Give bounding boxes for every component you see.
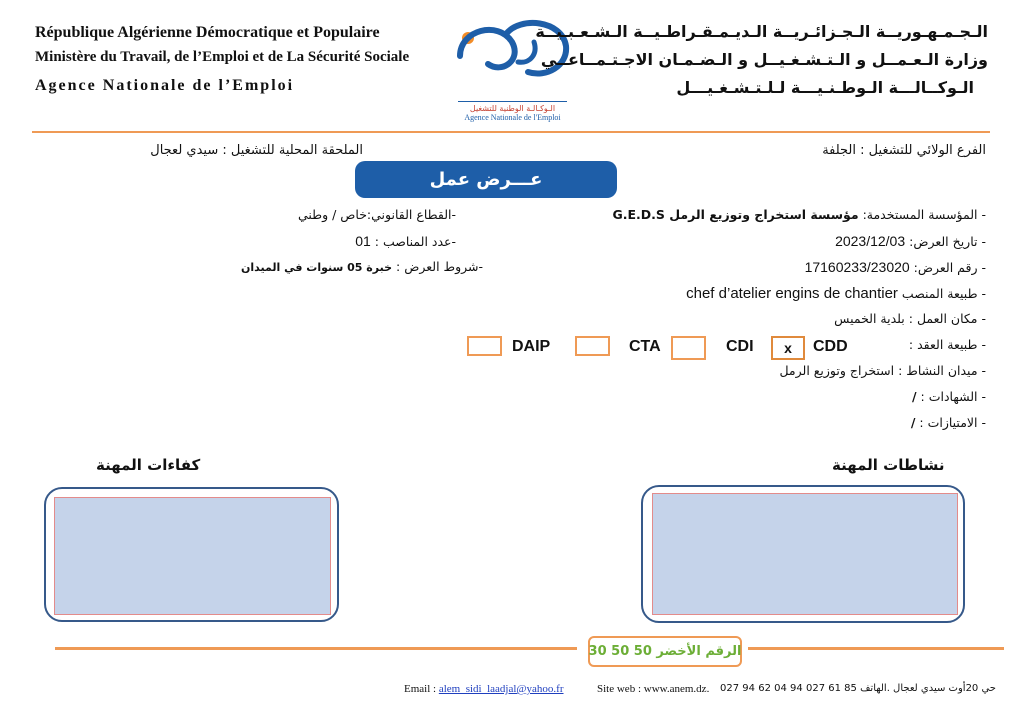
contract-option-cta-label: CTA [629,338,661,355]
logo-fr-text: Agence Nationale de l'Emploi [464,113,561,122]
wilaya-branch: الفرع الولائي للتشغيل : الجلفة [822,143,986,158]
header-ar-ministry: وزارة الـعـمــل و الـتـشـغـيــل و الـضـمـان الاجـتـمــاعــي [540,50,988,69]
activities-text-area[interactable] [652,493,958,615]
offer-title: عـــرض عمل [355,161,617,198]
footer-address: حي 20أوت سيدي لعجال .الهاتف 85 61 027 94 04 62 94 027 [720,683,996,694]
header-ar-republic: الـجـمـهـوريــة الـجـزائـريــة الـديـمـقـراطـيــة الـشـعـبـيــة [535,22,988,41]
header-fr-ministry: Ministère du Travail, de l’Emploi et de La Sécurité Sociale [35,49,410,65]
header-divider [32,131,990,133]
benefits-field: - الامتيازات : / [910,415,986,430]
positions-count-value: 01 [355,233,371,249]
contract-option-daip-label: DAIP [512,338,551,355]
position-field [686,285,986,302]
header-fr-agency: Agence Nationale de l’Emploi [35,77,295,94]
employer-field [612,207,986,222]
wilaya-branch-label: الفرع الولائي للتشغيل [868,143,986,158]
skills-title: كفاءات المهنة [96,456,201,474]
positions-count-label: -عدد المناصب [382,234,456,249]
legal-sector-value: خاص / وطني [297,207,367,222]
green-number-badge: الرقم الأخضر 50 50 30 [588,636,742,667]
skills-text-area[interactable] [54,497,331,615]
offer-number-field [805,259,986,275]
benefits-label: - الامتيازات [927,415,986,430]
footer-divider-right [748,647,1004,650]
position-label: - طبيعة المنصب [901,286,986,301]
positions-count-field: -عدد المناصب : 01 [355,233,456,249]
conditions-field: -شروط العرض : خبرة 05 سنوات في الميدان [241,259,483,274]
activities-box [641,485,965,623]
workplace-field: - مكان العمل : بلدية الخميس [834,311,986,326]
diplomas-value: / [911,389,917,404]
local-branch-label: الملحقة المحلية للتشغيل [230,143,363,158]
employer-value: مؤسسة استخراج وتوزيع الرمل G.E.D.S [612,207,859,222]
skills-box [44,487,339,622]
workplace-label: - مكان العمل [916,311,986,326]
footer-email-label: Email : [404,683,437,695]
offer-number-value: 17160233/23020 [804,259,910,275]
footer-email-link[interactable]: alem_sidi_laadjal@yahoo.fr [438,683,564,695]
activity-value: استخراج وتوزيع الرمل [779,363,895,378]
date-value: 2023/12/03 [835,233,906,249]
contract-field: - طبيعة العقد : [908,337,986,352]
date-field [835,233,986,249]
contract-option-cdi-checkbox[interactable] [671,336,706,360]
wilaya-branch-value: الجلفة [822,143,857,158]
contract-option-cta-checkbox[interactable] [575,336,610,356]
date-label: - تاريخ العرض: [909,234,986,249]
legal-sector-field [260,207,456,222]
conditions-label: -شروط العرض [404,259,483,274]
footer-email [404,683,564,695]
contract-option-cdd-checkbox[interactable]: x [771,336,805,360]
legal-sector-label: -القطاع القانوني: [366,207,456,222]
employer-label: - المؤسسة المستخدمة: [862,207,986,222]
header-ar-agency: الـوكــالـــة الـوطـنـيـــة لـلـتـشـغـيـــل [676,78,974,97]
diplomas-field: - الشهادات : / [911,389,986,404]
conditions-value: خبرة 05 سنوات في الميدان [241,261,393,274]
workplace-value: بلدية الخميس [834,311,905,326]
diplomas-label: - الشهادات [928,389,986,404]
header-fr-republic: République Algérienne Démocratique et Populaire [35,24,380,41]
logo-ar-text: الـوكـالـة الوطنية للتشغيل [469,104,556,113]
contract-option-cdd-label: CDD [813,338,848,355]
contract-option-daip-checkbox[interactable] [467,336,502,356]
local-branch: الملحقة المحلية للتشغيل : سيدي لعجال [150,143,363,158]
footer-site: Site web : www.anem.dz. [597,683,710,695]
local-branch-value: سيدي لعجال [150,143,219,158]
activities-title: نشاطات المهنة [832,456,945,474]
activity-field: - ميدان النشاط : استخراج وتوزيع الرمل [779,363,986,378]
position-value: chef d’atelier engins de chantier [686,285,898,302]
activity-label: - ميدان النشاط [906,363,986,378]
contract-label: - طبيعة العقد [917,337,986,352]
contract-option-cdi-label: CDI [726,338,754,355]
footer-divider-left [55,647,577,650]
offer-number-label: - رقم العرض: [913,260,986,275]
benefits-value: / [910,415,916,430]
